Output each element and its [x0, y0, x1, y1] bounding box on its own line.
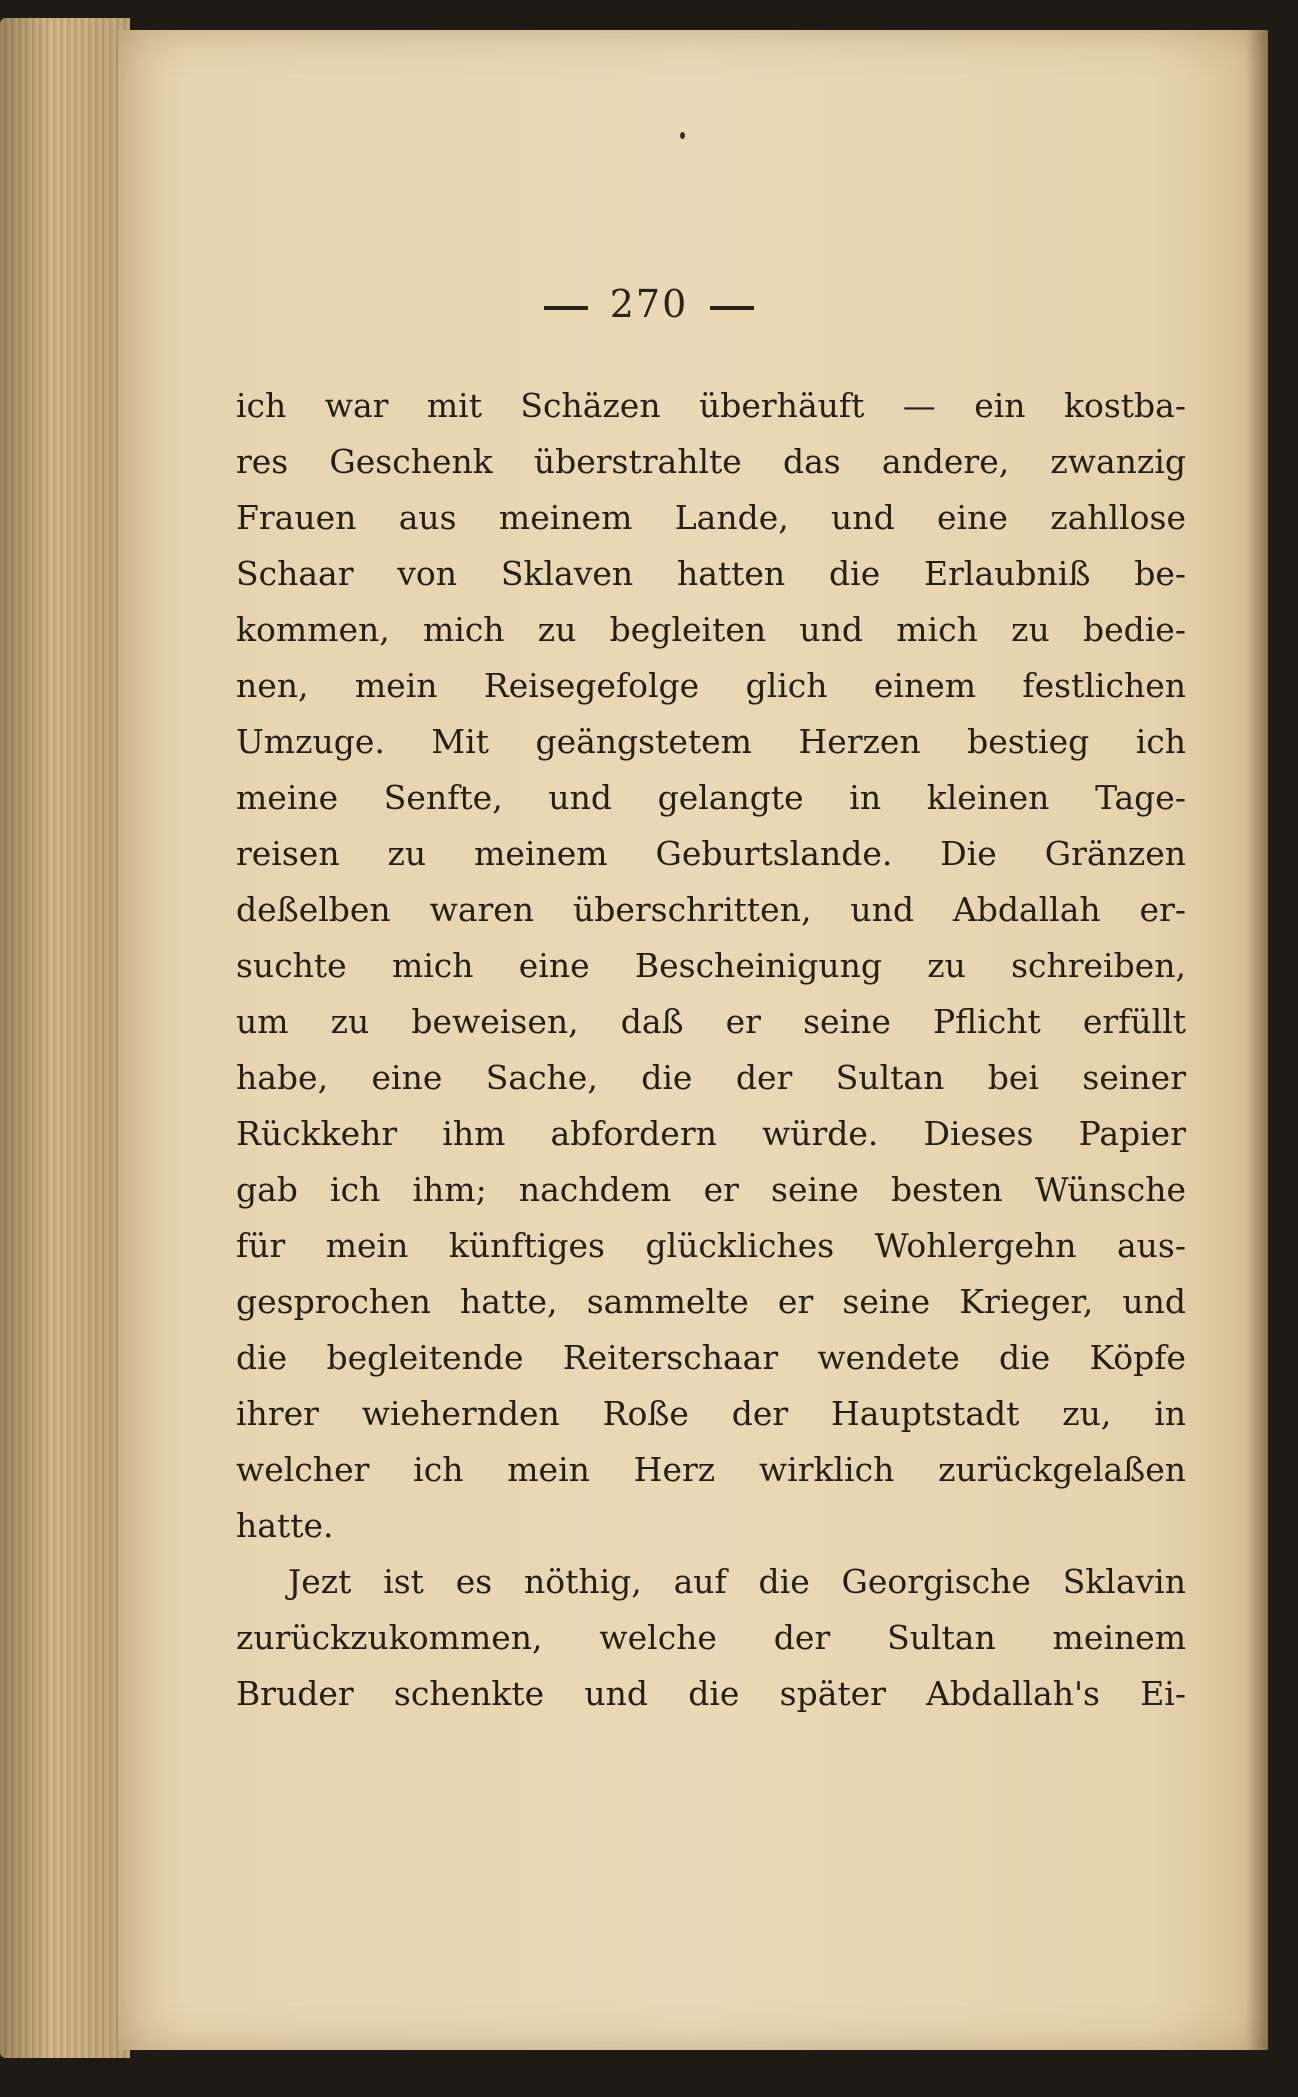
text-line: ihrer wiehernden Roße der Hauptstadt zu, in [236, 1394, 1186, 1433]
text-line: Bruder schenkte und die später Abdallah's Ei- [236, 1674, 1186, 1713]
text-line: ich war mit Schäzen überhäuft — ein kostba- [236, 386, 1186, 425]
text-line: Schaar von Sklaven hatten die Erlaubniß be- [236, 554, 1186, 593]
text-line: suchte mich eine Bescheinigung zu schreiben, [236, 946, 1186, 985]
text-line: für mein künftiges glückliches Wohlergehn aus- [236, 1226, 1186, 1265]
text-line: um zu beweisen, daß er seine Pflicht erfüllt [236, 1002, 1186, 1041]
text-line: die begleitende Reiterschaar wendete die Köpfe [236, 1338, 1186, 1377]
ink-speck [680, 132, 685, 139]
text-line: Rückkehr ihm abfordern würde. Dieses Papier [236, 1114, 1186, 1153]
text-line: nen, mein Reisegefolge glich einem festlichen [236, 666, 1186, 705]
page-gutter-shadow [1246, 30, 1268, 2050]
page-header [0, 282, 1298, 326]
text-line: kommen, mich zu begleiten und mich zu bedie- [236, 610, 1186, 649]
text-line: reisen zu meinem Geburtslande. Die Gränzen [236, 834, 1186, 873]
body-text [236, 378, 1186, 1722]
text-line: habe, eine Sache, die der Sultan bei seiner [236, 1058, 1186, 1097]
text-line: res Geschenk überstrahlte das andere, zwanzig [236, 442, 1186, 481]
text-line: Umzuge. Mit geängstetem Herzen bestieg ich [236, 722, 1186, 761]
header-dash-right [710, 306, 754, 310]
text-line: welcher ich mein Herz wirklich zurückgelaßen [236, 1450, 1186, 1489]
paragraph-first-line: Jezt ist es nöthig, auf die Georgische Sklavin [288, 1562, 1186, 1601]
text-line: gab ich ihm; nachdem er seine besten Wünsche [236, 1170, 1186, 1209]
text-line: meine Senfte, und gelangte in kleinen Tage- [236, 778, 1186, 817]
text-line: gesprochen hatte, sammelte er seine Krieger, und [236, 1282, 1186, 1321]
text-line: deßelben waren überschritten, und Abdallah er- [236, 890, 1186, 929]
text-line: Frauen aus meinem Lande, und eine zahllose [236, 498, 1186, 537]
header-dash-left [544, 306, 588, 310]
page-number: 270 [609, 282, 689, 326]
text-line: zurückzukommen, welche der Sultan meinem [236, 1618, 1186, 1657]
text-line: hatte. [236, 1506, 334, 1545]
